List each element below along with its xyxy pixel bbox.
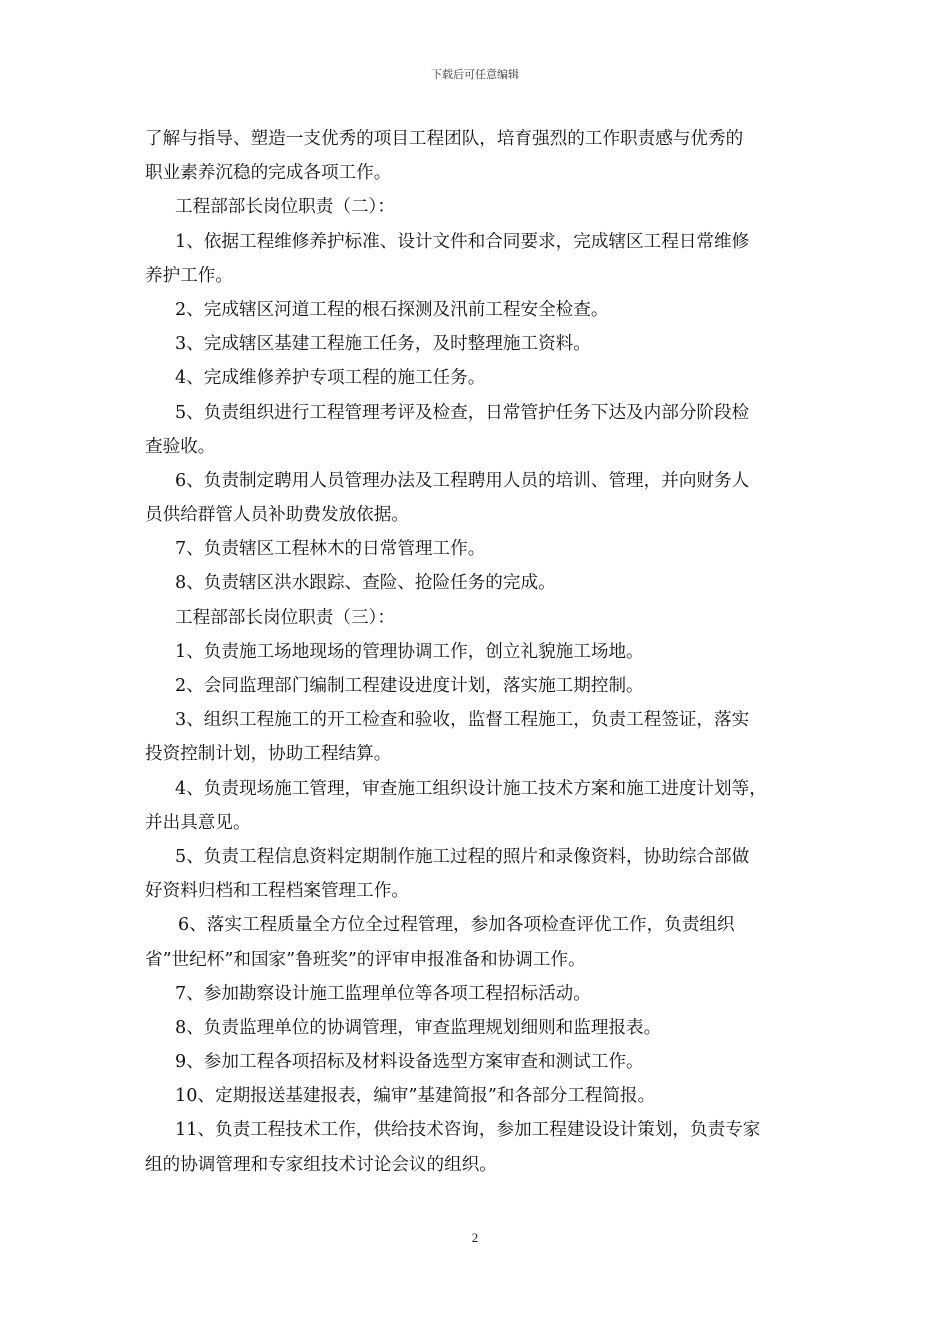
list-item: 3、组织工程施工的开工检查和验收，监督工程施工，负责工程签证，落实 bbox=[175, 710, 750, 731]
list-item: 6、落实工程质量全方位全过程管理，参加各项检查评优工作，负责组织 bbox=[178, 915, 735, 936]
text-line: 投资控制计划，协助工程结算。 bbox=[145, 744, 392, 765]
list-item: 11、负责工程技术工作，供给技术咨询，参加工程建设设计策划，负责专家 bbox=[175, 1120, 761, 1141]
page-number: 2 bbox=[471, 1230, 479, 1245]
list-item: 8、负责辖区洪水跟踪、查险、抢险任务的完成。 bbox=[175, 573, 556, 594]
list-item: 7、负责辖区工程林木的日常管理工作。 bbox=[175, 539, 486, 560]
list-item: 7、参加勘察设计施工监理单位等各项工程招标活动。 bbox=[175, 983, 591, 1004]
list-item: 1、依据工程维修养护标准、设计文件和合同要求，完成辖区工程日常维修 bbox=[175, 231, 750, 252]
page-header: 下载后可任意编辑 bbox=[431, 68, 519, 81]
text-line: 组的协调管理和专家组技术讨论会议的组织。 bbox=[145, 1154, 497, 1175]
text-line: 并出具意见。 bbox=[145, 812, 251, 833]
list-item: 4、负责现场施工管理，审查施工组织设计施工技术方案和施工进度计划等， bbox=[175, 778, 767, 799]
list-item: 6、负责制定聘用人员管理办法及工程聘用人员的培训、管理，并向财务人 bbox=[175, 470, 750, 491]
list-item: 8、负责监理单位的协调管理，审查监理规划细则和监理报表。 bbox=[175, 1017, 662, 1038]
section-heading: 工程部部长岗位职责（三）： bbox=[175, 607, 395, 628]
list-item: 3、完成辖区基建工程施工任务，及时整理施工资料。 bbox=[175, 334, 591, 355]
list-item: 9、参加工程各项招标及材料设备选型方案审查和测试工作。 bbox=[175, 1052, 644, 1073]
list-item: 5、负责组织进行工程管理考评及检查，日常管护任务下达及内部分阶段检 bbox=[175, 402, 750, 423]
list-item: 2、会同监理部门编制工程建设进度计划，落实施工期控制。 bbox=[175, 676, 644, 696]
text-line: 省”世纪杯”和国家”鲁班奖”的评审申报准备和协调工作。 bbox=[145, 949, 586, 970]
document-body bbox=[145, 122, 817, 1182]
text-line: 好资料归档和工程档案管理工作。 bbox=[145, 881, 409, 902]
list-item: 10、定期报送基建报表，编审”基建简报”和各部分工程简报。 bbox=[175, 1086, 656, 1107]
text-line: 了解与指导、塑造一支优秀的项目工程团队，培育强烈的工作职责感与优秀的 bbox=[145, 129, 744, 149]
text-line: 养护工作。 bbox=[145, 265, 233, 286]
text-line: 员供给群管人员补助费发放依据。 bbox=[145, 505, 409, 526]
list-item: 2、完成辖区河道工程的根石探测及汛前工程安全检查。 bbox=[175, 299, 609, 320]
section-heading: 工程部部长岗位职责（二）： bbox=[175, 197, 395, 218]
list-item: 4、完成维修养护专项工程的施工任务。 bbox=[175, 368, 486, 389]
list-item: 5、负责工程信息资料定期制作施工过程的照片和录像资料，协助综合部做 bbox=[175, 846, 750, 867]
text-line: 查验收。 bbox=[145, 436, 216, 457]
list-item: 1、负责施工场地现场的管理协调工作，创立礼貌施工场地。 bbox=[175, 641, 644, 662]
text-line: 职业素养沉稳的完成各项工作。 bbox=[145, 163, 392, 184]
